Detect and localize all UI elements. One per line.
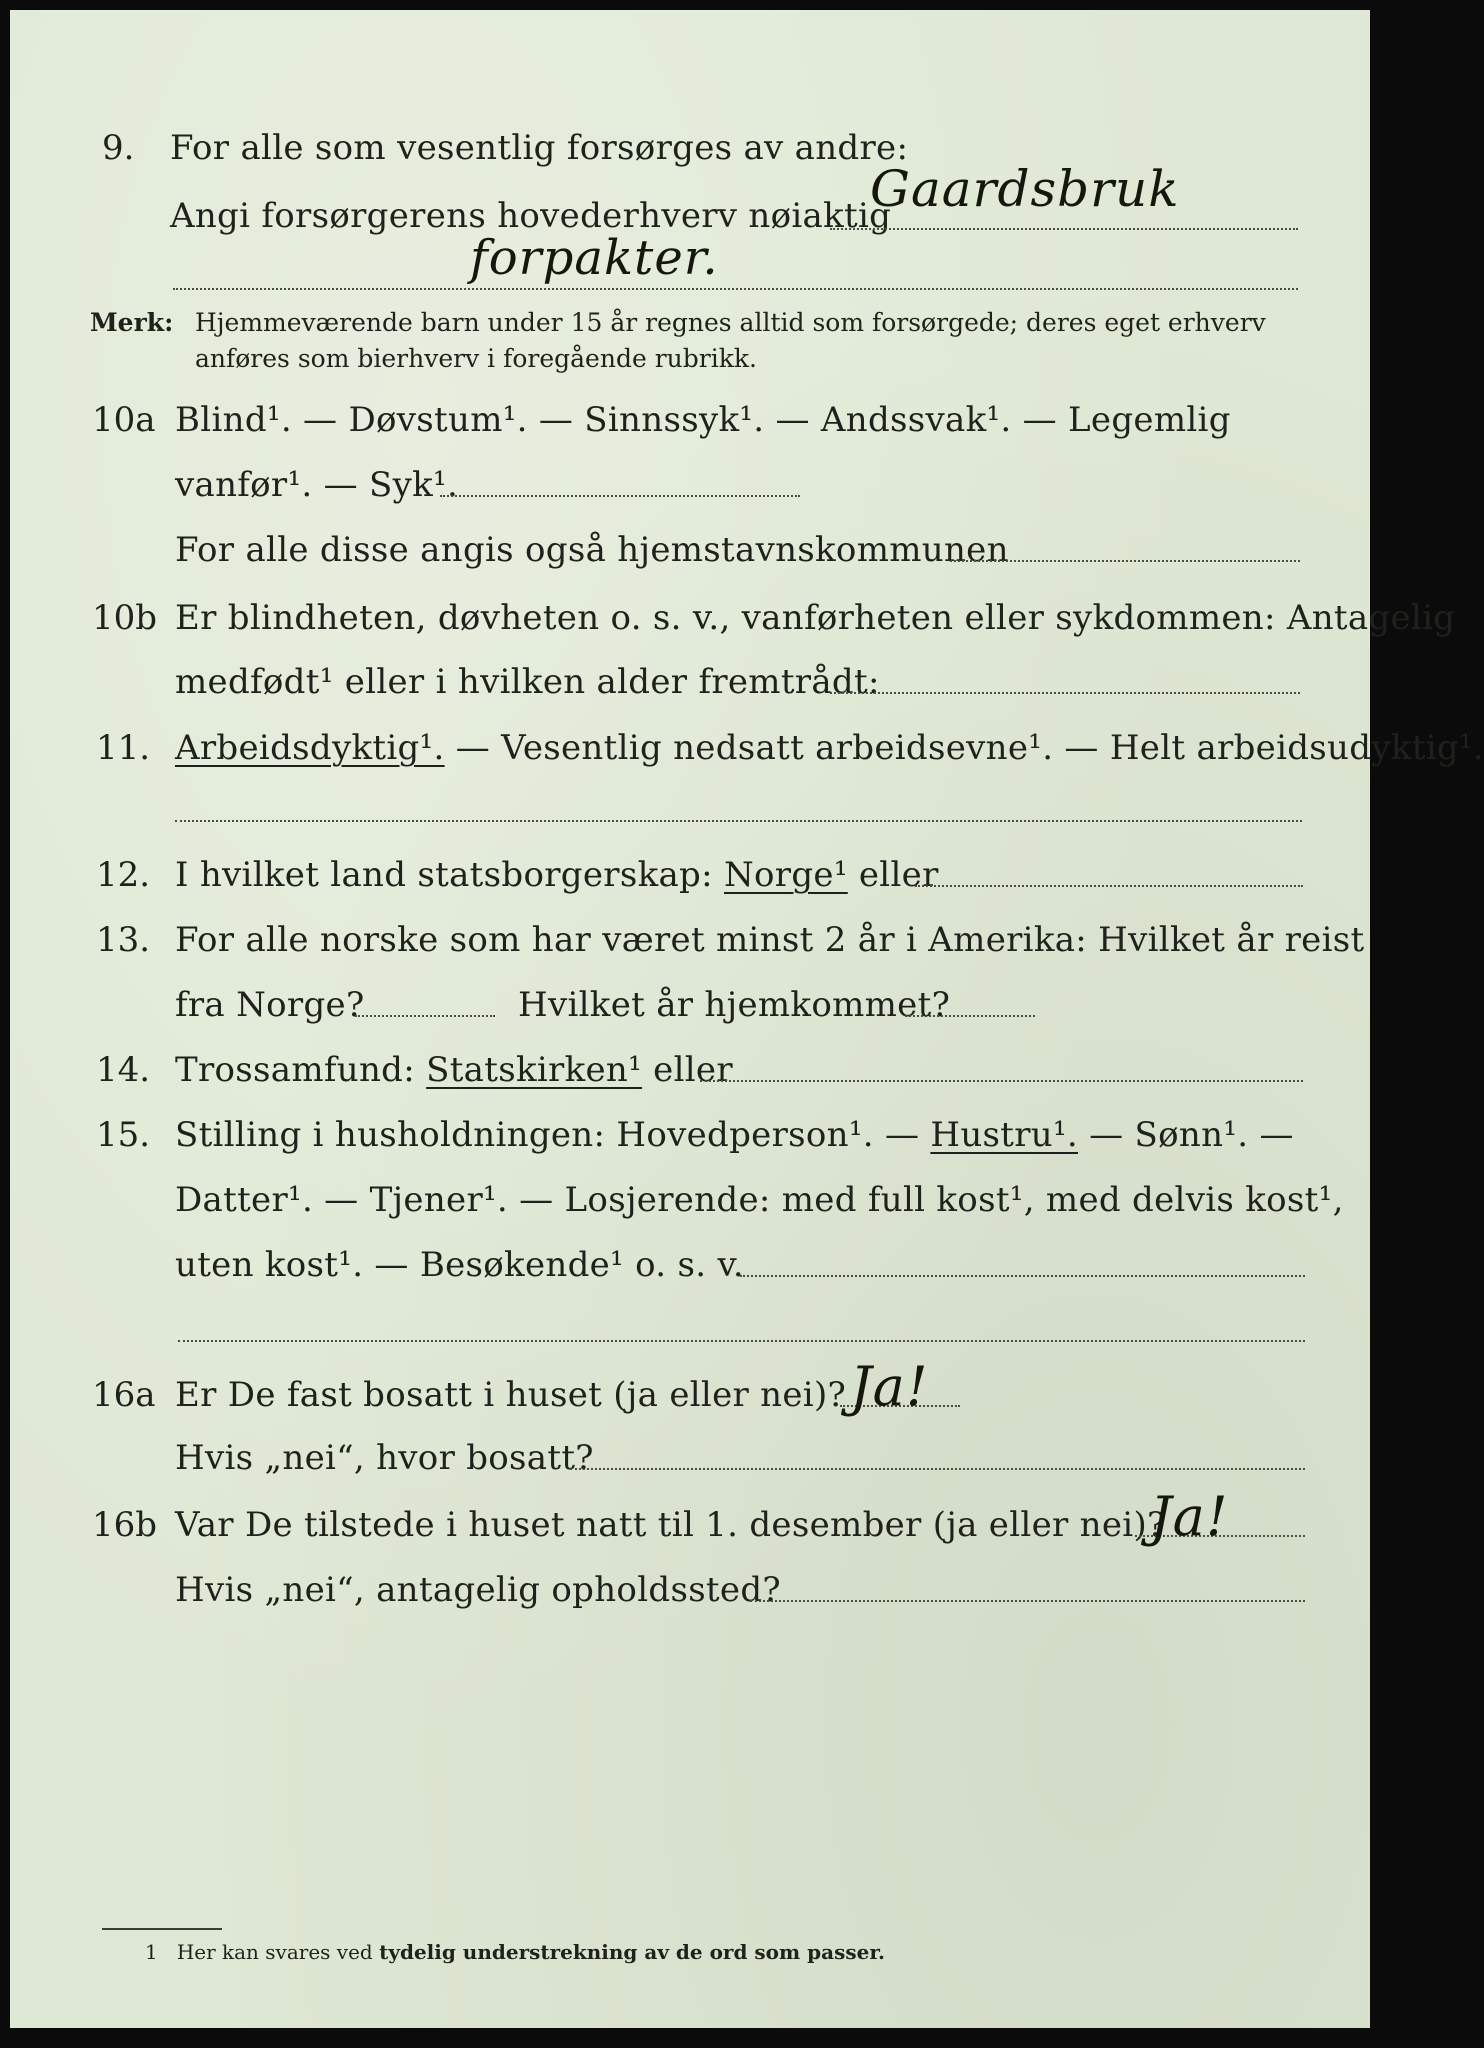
- q10a-answer-line2: [950, 560, 1300, 562]
- q13-line2a: fra Norge?: [175, 985, 365, 1025]
- q11-number: 11.: [96, 728, 151, 768]
- q13-number: 13.: [96, 920, 151, 960]
- q14-line: [175, 1050, 733, 1090]
- q14-number: 14.: [96, 1050, 151, 1090]
- q16b-number: 16b: [92, 1505, 158, 1545]
- q9-handwritten-answer2: forpakter.: [470, 230, 719, 286]
- q16b-line2: Hvis „nei“, antagelig opholdssted?: [175, 1570, 781, 1610]
- q11-line: [175, 728, 1484, 768]
- merk-label: Merk:: [90, 308, 174, 337]
- q15-line3: uten kost¹. — Besøkende¹ o. s. v.: [175, 1245, 745, 1285]
- q11-answer-line: [175, 820, 1302, 822]
- footnote: [145, 1940, 885, 1964]
- q13-line2b: Hvilket år hjemkommet?: [518, 985, 951, 1025]
- q10a-answer-line1: [440, 495, 800, 497]
- q11-rest: — Vesentlig nedsatt arbeidsevne¹. — Helt arbeidsudyktig¹.: [444, 728, 1484, 768]
- q12-answer-line: [915, 885, 1303, 887]
- q16a-handwritten-answer: Ja!: [850, 1355, 929, 1418]
- q12-pre: I hvilket land statsborgerskap:: [175, 855, 724, 895]
- q12-post: eller: [847, 855, 939, 895]
- q10b-line1: Er blindheten, døvheten o. s. v., vanførheten eller sykdommen: Antagelig: [175, 598, 1456, 638]
- q15-answer-line1: [740, 1275, 1305, 1277]
- q15-line1: [175, 1115, 1294, 1155]
- q9-answer-line1: [830, 228, 1298, 230]
- footnote-mark: 1: [145, 1940, 158, 1964]
- q10b-line2: medfødt¹ eller i hvilken alder fremtrådt:: [175, 662, 880, 702]
- q15-line1-pre: Stilling i husholdningen: Hovedperson¹. —: [175, 1115, 931, 1155]
- footnote-plain: Her kan svares ved: [176, 1940, 380, 1964]
- q16b-handwritten-answer: Ja!: [1150, 1485, 1229, 1548]
- q14-underlined-option: Statskirken¹: [426, 1050, 643, 1090]
- q15-underlined-option: Hustru¹.: [930, 1115, 1079, 1155]
- q10b-answer-line: [830, 692, 1300, 694]
- q13-line1: For alle norske som har været minst 2 år i Amerika: Hvilket år reist: [175, 920, 1365, 960]
- footnote-bold: tydelig understrekning av de ord som passer.: [379, 1940, 885, 1964]
- q10b-number: 10b: [92, 598, 158, 638]
- q16b-answer-line2: [750, 1600, 1305, 1602]
- q15-number: 15.: [96, 1115, 151, 1155]
- q14-answer-line: [700, 1080, 1303, 1082]
- q14-post: eller: [642, 1050, 733, 1090]
- q9-line1: For alle som vesentlig forsørges av andre:: [170, 128, 909, 168]
- q13-answer-line2: [905, 1015, 1035, 1017]
- q9-answer-line2: [173, 288, 1298, 290]
- q9-handwritten-answer1: Gaardsbruk: [870, 160, 1180, 218]
- q16a-line2: Hvis „nei“, hvor bosatt?: [175, 1438, 594, 1478]
- q15-answer-line2: [178, 1340, 1305, 1342]
- merk-line2: anføres som bierhverv i foregående rubrikk.: [195, 344, 757, 373]
- footnote-rule: [102, 1928, 222, 1930]
- q10a-line2: vanfør¹. — Syk¹.: [175, 465, 459, 505]
- census-form-page: [10, 10, 1484, 2028]
- q16a-answer-line2: [570, 1468, 1305, 1470]
- merk-line1: Hjemmeværende barn under 15 år regnes alltid som forsørgede; deres eget erhverv: [195, 308, 1266, 337]
- q16a-line1: Er De fast bosatt i huset (ja eller nei)?: [175, 1375, 847, 1415]
- q10a-number: 10a: [92, 400, 156, 440]
- q14-pre: Trossamfund:: [175, 1050, 427, 1090]
- q15-line2: Datter¹. — Tjener¹. — Losjerende: med full kost¹, med delvis kost¹,: [175, 1180, 1344, 1220]
- q16b-line1: Var De tilstede i huset natt til 1. desember (ja eller nei)?: [175, 1505, 1166, 1545]
- q11-underlined-option: Arbeidsdyktig¹.: [175, 728, 445, 768]
- q9-number: 9.: [102, 128, 135, 168]
- q12-line: [175, 855, 939, 895]
- q12-number: 12.: [96, 855, 151, 895]
- q10a-line1: Blind¹. — Døvstum¹. — Sinnssyk¹. — Andssvak¹. — Legemlig: [175, 400, 1231, 440]
- q9-line2: Angi forsørgerens hovederhverv nøiaktig: [170, 196, 892, 236]
- q15-line1-post: — Sønn¹. —: [1078, 1115, 1294, 1155]
- q12-underlined-option: Norge¹: [723, 855, 848, 895]
- q10a-line3: For alle disse angis også hjemstavnskommunen: [175, 530, 1009, 570]
- q13-answer-line1: [355, 1015, 495, 1017]
- q16a-number: 16a: [92, 1375, 156, 1415]
